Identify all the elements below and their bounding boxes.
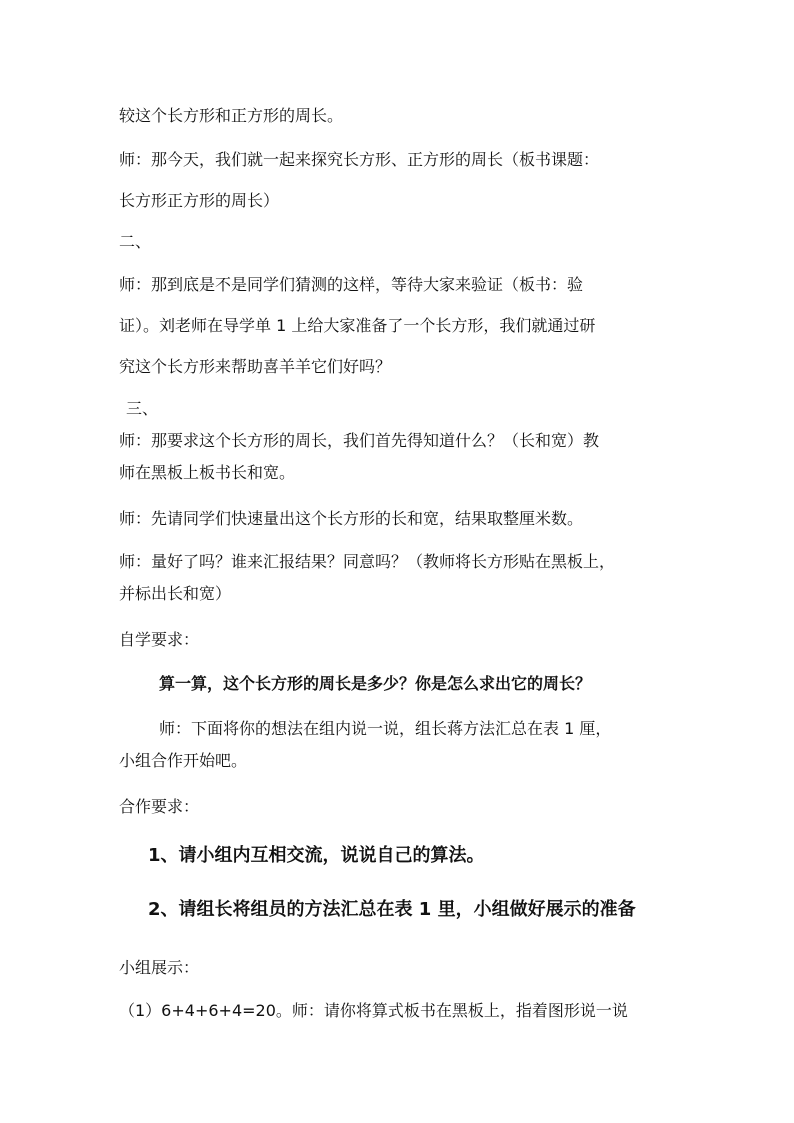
text-line-17: 小组合作开始吧。 <box>119 751 248 770</box>
self-study-task: 算一算，这个长方形的周长是多少？你是怎么求出它的周长？ <box>159 674 592 693</box>
text-line-1: 较这个长方形和正方形的周长。 <box>119 106 344 125</box>
section-heading-3: 三、 <box>126 399 159 418</box>
self-study-label: 自学要求： <box>119 630 200 649</box>
text-line-16: 师：下面将你的想法在组内说一说，组长蒋方法汇总在表 1 厘， <box>159 719 612 738</box>
text-line-10: 师在黑板上板书长和宽。 <box>119 463 296 482</box>
text-line-9: 师：那要求这个长方形的周长，我们首先得知道什么？（长和宽）教 <box>119 431 600 450</box>
text-line-11: 师：先请同学们快速量出这个长方形的长和宽，结果取整厘米数。 <box>119 509 584 528</box>
cooperation-requirement-2: 2、请组长将组员的方法汇总在表 1 里，小组做好展示的准备 <box>148 899 636 920</box>
text-line-6: 证）。刘老师在导学单 1 上给大家准备了一个长方形，我们就通过研 <box>119 316 596 335</box>
cooperation-requirement-1: 1、请小组内互相交流，说说自己的算法。 <box>148 845 485 866</box>
text-line-2: 师：那今天，我们就一起来探究长方形、正方形的周长（板书课题： <box>119 150 600 169</box>
text-line-12: 师：量好了吗？谁来汇报结果？同意吗？（教师将长方形贴在黑板上， <box>119 552 616 571</box>
text-line-3: 长方形正方形的周长） <box>119 191 280 210</box>
section-heading-2: 二、 <box>119 232 152 251</box>
text-line-13: 并标出长和宽） <box>119 584 232 603</box>
text-line-7: 究这个长方形来帮助喜羊羊它们好吗？ <box>119 357 392 376</box>
text-line-22: （1）6+4+6+4=20。师：请你将算式板书在黑板上，指着图形说一说 <box>119 1001 628 1020</box>
group-show-label: 小组展示： <box>119 958 200 977</box>
text-line-5: 师：那到底是不是同学们猜测的这样，等待大家来验证（板书：验 <box>119 275 584 294</box>
cooperation-label: 合作要求： <box>119 797 200 816</box>
